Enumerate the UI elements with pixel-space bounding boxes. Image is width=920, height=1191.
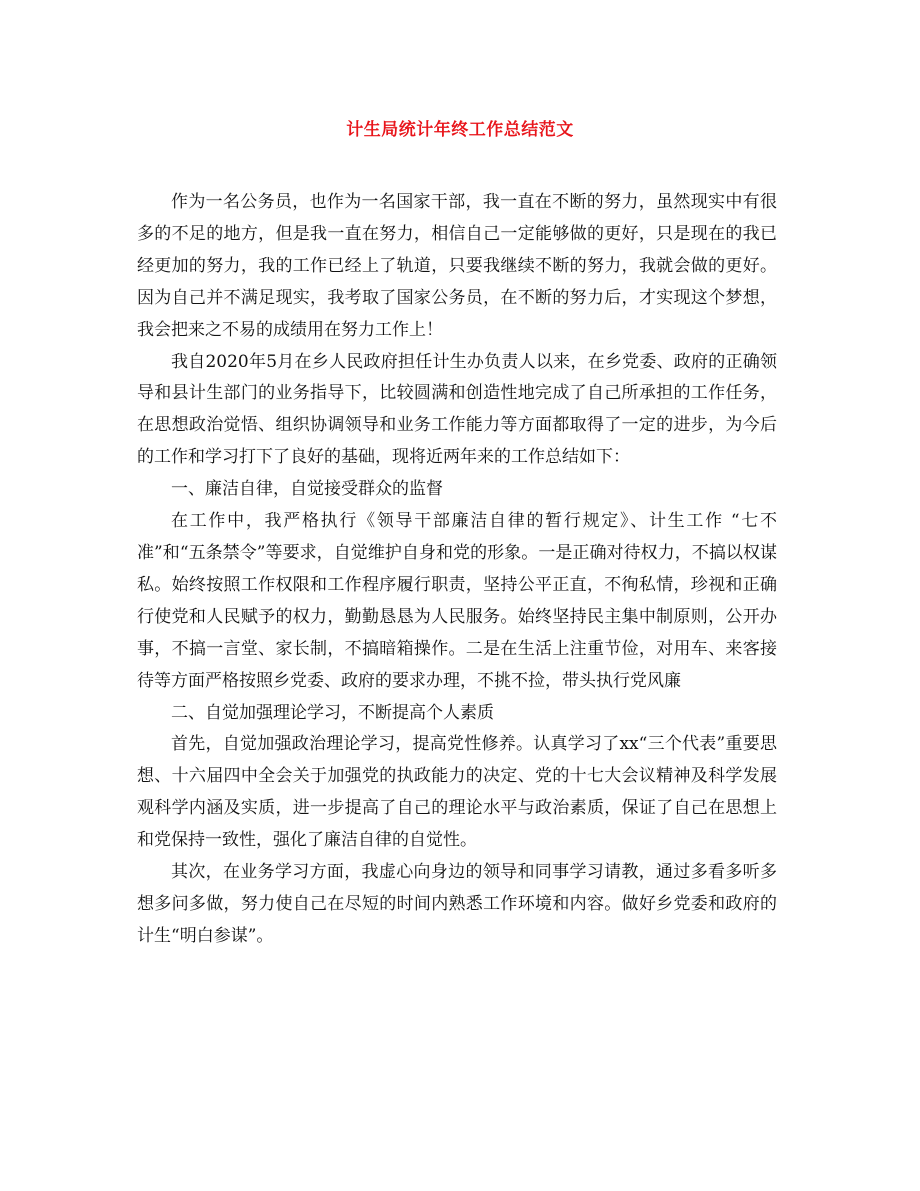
section-heading-2: 二、自觉加强理论学习，不断提高个人素质 [171,702,494,723]
paragraph-business-study: 其次，在业务学习方面，我虚心向身边的领导和同事学习请教，通过多看多听多想多问多做，努力使自己在尽短的时间内熟悉工作环境和内容。做好乡党委和政府的计生“明白参谋”。 [137,862,777,946]
paragraph-background: 我自2020年5月在乡人民政府担任计生办负责人以来，在乡党委、政府的正确领导和县计生部门的业务指导下，比较圆满和创造性地完成了自己所承担的工作任务，在思想政治觉悟、组织协调领导和业务工作能力等方面都取得了一定的进步，为今后的工作和学习打下了良好的基础，现将近两年来的工作总结如下： [137,351,777,468]
paragraph-theory-study: 首先，自觉加强政治理论学习，提高党性修养。认真学习了xx“三个代表”重要思想、十六届四中全会关于加强党的执政能力的决定、党的十七大会议精神及科学发展观科学内涵及实质，进一步提高了自己的理论水平与政治素质，保证了自己在思想上和党保持一致性，强化了廉洁自律的自觉性。 [137,734,777,851]
document-title: 计生局统计年终工作总结范文 [346,120,574,140]
section-heading-1: 一、廉洁自律，自觉接受群众的监督 [171,479,443,500]
paragraph-integrity: 在工作中，我严格执行《领导干部廉洁自律的暂行规定》、计生工作 “七不准”和“五条禁令”等要求，自觉维护自身和党的形象。一是正确对待权力，不搞以权谋私。始终按照工作权限和工作程序履行职责，坚持公平正直，不徇私情，珍视和正确行使党和人民赋予的权力，勤勤恳恳为人民服务。始终坚持民主集中制原则，公开办事，不搞一言堂、家长制，不搞暗箱操作。二是在生活上注重节俭，对用车、来客接待等方面严格按照乡党委、政府的要求办理，不挑不捡，带头执行党风廉 [137,511,777,691]
document-body [137,187,777,953]
paragraph-intro: 作为一名公务员，也作为一名国家干部，我一直在不断的努力，虽然现实中有很多的不足的地方，但是我一直在努力，相信自己一定能够做的更好，只是现在的我已经更加的努力，我的工作已经上了轨道，只要我继续不断的努力，我就会做的更好。因为自己并不满足现实，我考取了国家公务员，在不断的努力后，才实现这个梦想，我会把来之不易的成绩用在努力工作上！ [137,192,777,340]
